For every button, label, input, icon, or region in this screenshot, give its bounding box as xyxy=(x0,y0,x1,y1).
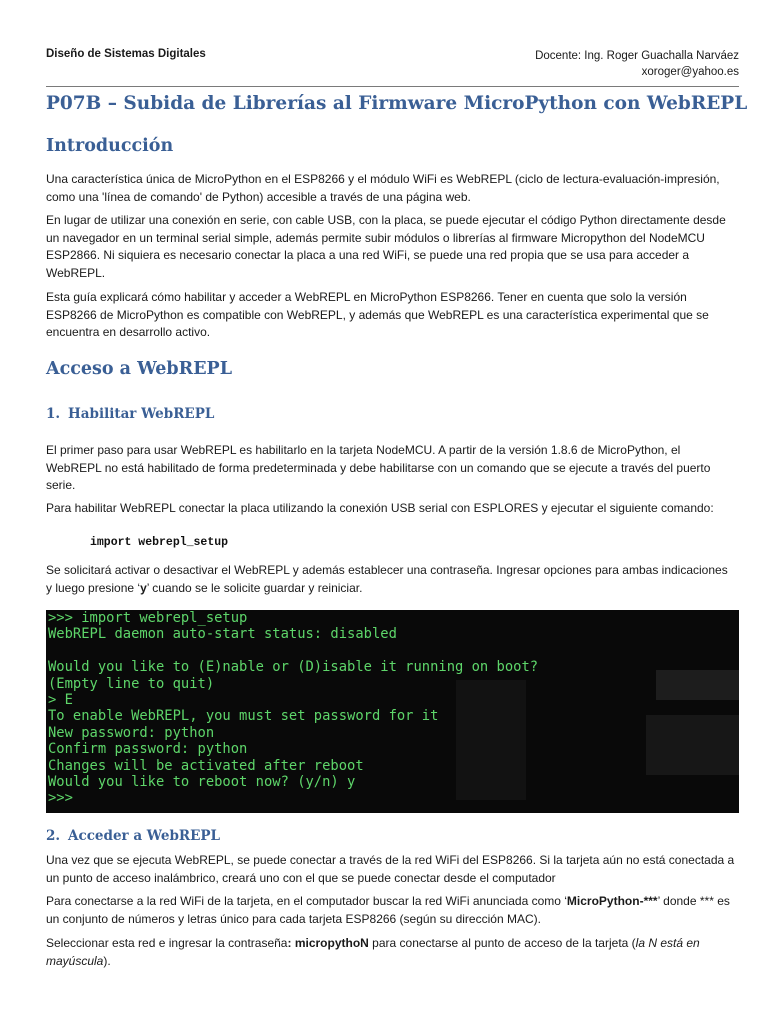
terminal-line: WebREPL daemon auto-start status: disabled xyxy=(48,626,397,643)
terminal-line: >>> import webrepl_setup xyxy=(48,610,248,626)
terminal-output xyxy=(48,610,538,807)
s2-p3-text-e: ). xyxy=(103,953,111,968)
p3-text-a: Se solicitará activar o desactivar el WebREPL y además establecer una contraseña. Ingresar opciones para ambas indicaciones y luego presione ‘ xyxy=(46,563,728,595)
intro-paragraph-3: Esta guía explicará cómo habilitar y acceder a WebREPL en MicroPython ESP8266. Tener en cuenta que solo la versión ESP8266 de MicroPython es compatible con WebREPL, y además que WebREPL es una característica experimental que se encuentra en desarrollo activo. xyxy=(46,290,709,339)
setup-command: import webrepl_setup xyxy=(90,536,229,549)
s2-p2-text-a: Para conectarse a la red WiFi de la tarjeta, en el computador buscar la red WiFi anunciada como ‘ xyxy=(46,894,567,908)
background-window-1 xyxy=(656,670,739,700)
intro-paragraph-1: Una característica única de MicroPython en el ESP8266 y el módulo WiFi es WebREPL (ciclo de lectura-evaluación-impresión, como una 'línea de comando' de Python) accesible a través de una página web. xyxy=(46,172,720,204)
section-1-heading xyxy=(46,406,214,422)
section-1-paragraph-2: Para habilitar WebREPL conectar la placa utilizando la conexión USB serial con ESPLORES y ejecutar el siguiente comando: xyxy=(46,501,714,515)
s2-p3-text-a: Seleccionar esta red e ingresar la contraseña xyxy=(46,936,288,950)
section-2-paragraph-2 xyxy=(46,893,736,928)
section-1-paragraph-1: El primer paso para usar WebREPL es habilitarlo en la tarjeta NodeMCU. A partir de la versión 1.8.6 de MicroPython, el WebREPL no está habilitado de forma predeterminada y debe habilitarse con un comando que se ejecute a través del puerto serie. xyxy=(46,443,711,492)
section-2-heading xyxy=(46,828,220,844)
p3-text-c: ’ cuando se le solicite guardar y reiniciar. xyxy=(146,580,363,595)
s2-p2-text-c: ’ donde *** es un conjunto de números y letras único para cada tarjeta ESP8266 (según su dirección MAC). xyxy=(46,894,730,926)
header-rule xyxy=(46,86,739,87)
terminal-line: Changes will be activated after reboot xyxy=(48,757,364,774)
teacher-email: xoroger@yahoo.es xyxy=(641,66,739,78)
network-name: MicroPython-*** xyxy=(566,894,658,908)
course-name: Diseño de Sistemas Digitales xyxy=(46,48,206,60)
header-right xyxy=(535,48,739,80)
section-2-number: 2. xyxy=(46,828,61,844)
document-title: P07B – Subida de Librerías al Firmware MicroPython con WebREPL xyxy=(46,93,748,114)
p3-key: y xyxy=(140,580,147,595)
terminal-line xyxy=(48,643,538,659)
access-heading: Acceso a WebREPL xyxy=(46,359,233,379)
terminal-line: Would you like to reboot now? (y/n) y xyxy=(48,773,356,790)
terminal-line: To enable WebREPL, you must set password for it xyxy=(48,708,439,725)
wifi-password: : micropythoN xyxy=(287,936,369,950)
intro-paragraph-2: En lugar de utilizar una conexión en serie, con cable USB, con la placa, se puede ejecutar el código Python directamente desde un navegador en un terminal serial simple, además permite subir módulos o librerías al firmware Micropython del NodeMCU ESP2866. Ni siquiera es necesario conectar la placa a una red WiFi, se puede una red propia que se usa para acceder a WebREPL. xyxy=(46,213,726,280)
section-2-paragraph-3 xyxy=(46,935,736,970)
section-1-paragraph-3 xyxy=(46,562,736,597)
terminal-line: (Empty line to quit) xyxy=(48,675,215,692)
uppercase-note: la N está en mayúscula xyxy=(46,936,700,968)
teacher-name: Docente: Ing. Roger Guachalla Narváez xyxy=(535,50,739,62)
section-1-number: 1. xyxy=(46,406,61,422)
terminal-line: Confirm password: python xyxy=(48,741,248,758)
terminal-line: Would you like to (E)nable or (D)isable it running on boot? xyxy=(48,659,539,676)
terminal-line: New password: python xyxy=(48,724,215,741)
section-2-title: Acceder a WebREPL xyxy=(68,828,221,844)
background-window-2 xyxy=(646,715,739,775)
section-1-title: Habilitar WebREPL xyxy=(68,406,215,422)
s2-p3-text-c: para conectarse al punto de acceso de la tarjeta ( xyxy=(368,936,636,950)
terminal-screenshot xyxy=(46,610,739,813)
section-2-paragraph-1: Una vez que se ejecuta WebREPL, se puede conectar a través de la red WiFi del ESP8266. Si la tarjeta aún no está conectada a un punto de acceso inalámbrico, creará uno con el que se puede conectar desde el computador xyxy=(46,853,735,885)
intro-heading: Introducción xyxy=(46,136,174,156)
terminal-line: > E xyxy=(48,691,73,708)
terminal-line: >>> xyxy=(48,790,73,807)
